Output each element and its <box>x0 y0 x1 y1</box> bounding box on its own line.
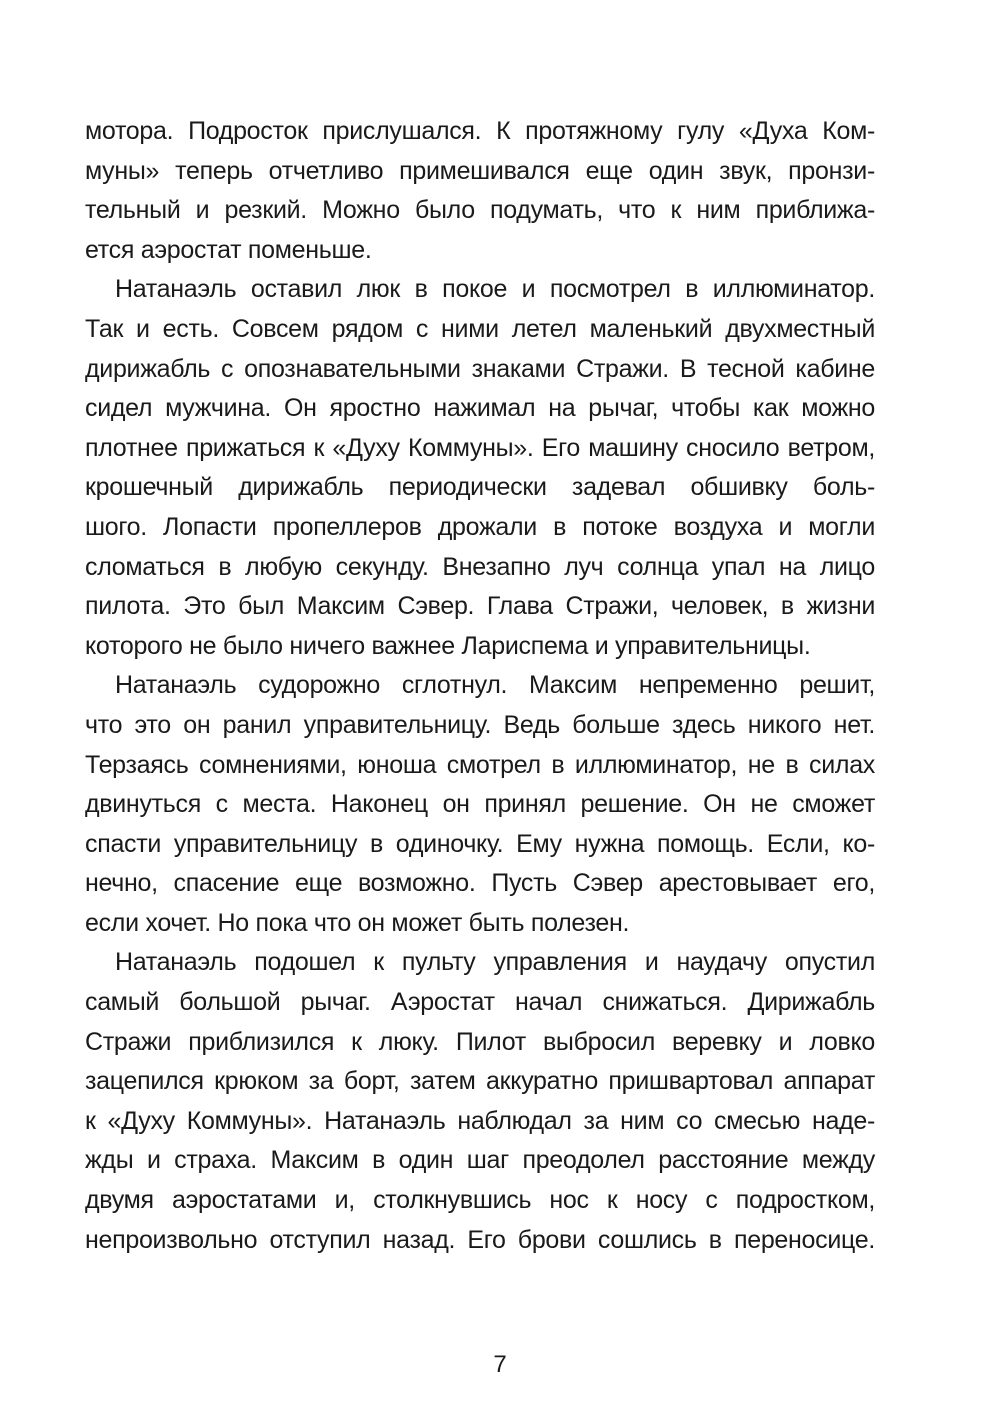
text-line: что это он ранил управительницу. Ведь больше здесь никого нет. <box>85 710 875 739</box>
text-line: двумя аэростатами и, столкнувшись нос к носу с подростком, <box>85 1186 875 1215</box>
text-line: пилота. Это был Максим Сэвер. Глава Стражи, человек, в жизни <box>85 592 875 621</box>
text-line: сломаться в любую секунду. Внезапно луч солнца упал на лицо <box>85 552 875 581</box>
text-line: сидел мужчина. Он яростно нажимал на рычаг, чтобы как можно <box>85 394 875 423</box>
text-line: крошечный дирижабль периодически задевал обшивку боль- <box>85 473 875 502</box>
text-line: непроизвольно отступил назад. Его брови сошлись в переносице. <box>85 1225 875 1254</box>
text-line: Натанаэль оставил люк в покое и посмотрел в иллюминатор. <box>115 275 875 304</box>
text-line: Стражи приблизился к люку. Пилот выбросил веревку и ловко <box>85 1027 875 1056</box>
page-number: 7 <box>493 1351 507 1378</box>
text-line: дирижабль с опознавательными знаками Стражи. В тесной кабине <box>85 354 875 383</box>
text-line: если хочет. Но пока что он может быть полезен. <box>85 908 630 937</box>
text-line: жды и страха. Максим в один шаг преодолел расстояние между <box>85 1146 875 1175</box>
body-text <box>85 112 875 1260</box>
text-line: Так и есть. Совсем рядом с ними летел маленький двухместный <box>85 314 875 343</box>
text-line: Терзаясь сомнениями, юноша смотрел в иллюминатор, не в силах <box>85 750 875 779</box>
text-line: тельный и резкий. Можно было подумать, что к ним приближа- <box>85 196 875 225</box>
text-line: зацепился крюком за борт, затем аккуратно пришвартовал аппарат <box>85 1067 875 1096</box>
text-line: ется аэростат поменьше. <box>85 235 372 264</box>
text-line: к «Духу Коммуны». Натанаэль наблюдал за ним со смесью наде- <box>85 1106 875 1135</box>
text-line: спасти управительницу в одиночку. Ему нужна помощь. Если, ко- <box>85 829 875 858</box>
text-line: которого не было ничего важнее Лариспема и управительницы. <box>85 631 811 660</box>
text-line: двинуться с места. Наконец он принял решение. Он не сможет <box>85 790 875 819</box>
text-line: Натанаэль судорожно сглотнул. Максим непременно решит, <box>115 671 875 700</box>
text-line: плотнее прижаться к «Духу Коммуны». Его машину сносило ветром, <box>85 433 875 462</box>
text-line: муны» теперь отчетливо примешивался еще один звук, пронзи- <box>85 156 875 185</box>
text-line: Натанаэль подошел к пульту управления и наудачу опустил <box>115 948 875 977</box>
text-line: самый большой рычаг. Аэростат начал снижаться. Дирижабль <box>85 988 875 1017</box>
text-line: нечно, спасение еще возможно. Пусть Сэвер арестовывает его, <box>85 869 875 898</box>
text-line: мотора. Подросток прислушался. К протяжному гулу «Духа Ком- <box>85 117 875 145</box>
text-line: шого. Лопасти пропеллеров дрожали в потоке воздуха и могли <box>85 512 875 541</box>
